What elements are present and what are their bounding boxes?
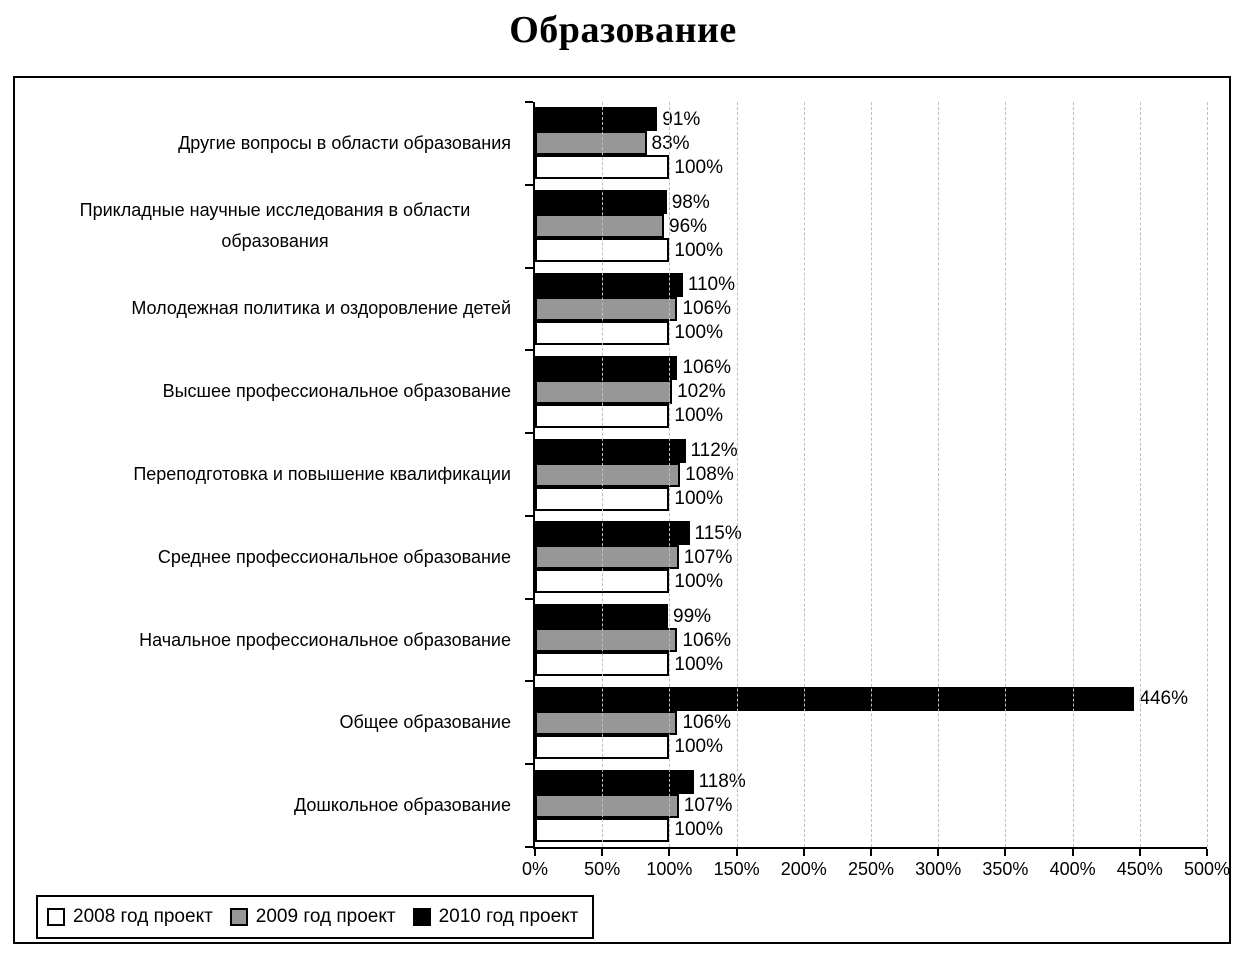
gridline [1207, 102, 1208, 847]
bar-2010-год-проект [535, 521, 690, 545]
bar-value-label: 106% [682, 298, 732, 320]
legend-item [413, 906, 579, 928]
bar-value-label: 106% [682, 357, 732, 379]
x-axis-tick-label: 50% [584, 859, 621, 879]
category-row [21, 681, 521, 764]
legend-marker [413, 908, 431, 926]
gridline [1005, 102, 1006, 847]
bar-value-label: 102% [677, 381, 726, 403]
bar-value-label: 83% [651, 132, 690, 154]
bar-value-label: 98% [671, 191, 710, 213]
category-label: Среднее профессиональное образование [157, 546, 511, 567]
bar-2010-год-проект [535, 107, 657, 131]
category-row [21, 185, 521, 268]
bar-value-label: 96% [669, 215, 708, 237]
x-axis-tick [1139, 849, 1141, 856]
x-axis-tick-label: 150% [713, 859, 760, 879]
bar-2009-год-проект [535, 131, 647, 155]
y-axis-tick [525, 267, 533, 269]
category-row [21, 268, 521, 351]
category-label: Начальное профессиональное образование [139, 629, 511, 650]
category-row [21, 433, 521, 516]
bar-value-label: 106% [682, 629, 732, 651]
bar-value-label: 107% [683, 546, 733, 568]
gridline [1140, 102, 1141, 847]
category-label: Дошкольное образование [294, 795, 511, 816]
bar-value-label: 100% [674, 736, 723, 758]
x-axis-tick [803, 849, 805, 856]
plot-area [521, 102, 1231, 879]
gridline [737, 102, 738, 847]
gridline [1073, 102, 1074, 847]
category-row [21, 350, 521, 433]
bar-value-label: 446% [1139, 688, 1189, 710]
bar-2009-год-проект [535, 628, 677, 652]
bar-value-label: 100% [674, 653, 723, 675]
category-row [21, 599, 521, 682]
category-label: Общее образование [339, 712, 511, 733]
category-label: Высшее профессиональное образование [162, 381, 511, 402]
bar-2010-год-проект [535, 356, 677, 380]
bar-value-label: 100% [674, 819, 723, 841]
bar-2009-год-проект [535, 380, 672, 404]
bar-2010-год-проект [535, 439, 686, 463]
x-axis-tick [1206, 849, 1208, 856]
legend [36, 895, 594, 939]
bar-value-label: 100% [674, 405, 723, 427]
x-axis-tick [534, 849, 536, 856]
y-axis-tick [525, 763, 533, 765]
gridline [602, 102, 603, 847]
y-axis-tick [525, 680, 533, 682]
x-axis-tick-label: 100% [646, 859, 693, 879]
bar-value-label: 100% [674, 239, 723, 261]
bar-value-label: 110% [687, 274, 736, 296]
x-axis-tick [937, 849, 939, 856]
bar-value-label: 100% [674, 156, 723, 178]
y-axis-tick [525, 598, 533, 600]
bar-2010-год-проект [535, 687, 1134, 711]
gridline [938, 102, 939, 847]
y-axis-tick [525, 846, 533, 848]
bar-2009-год-проект [535, 545, 679, 569]
legend-marker [47, 908, 65, 926]
bar-value-label: 100% [674, 322, 723, 344]
category-row [21, 516, 521, 599]
category-label: Переподготовка и повышение квалификации [133, 464, 511, 485]
y-axis-tick [525, 349, 533, 351]
x-axis-tick [736, 849, 738, 856]
category-label: Молодежная политика и оздоровление детей [131, 298, 511, 319]
legend-label: 2009 год проект [255, 906, 396, 927]
category-row [21, 764, 521, 847]
y-axis-tick [525, 432, 533, 434]
bar-value-label: 100% [674, 488, 723, 510]
bar-value-label: 100% [674, 570, 723, 592]
legend-label: 2010 год проект [438, 906, 579, 927]
x-axis-tick-label: 400% [1049, 859, 1096, 879]
bar-2009-год-проект [535, 297, 677, 321]
x-axis-tick-label: 250% [847, 859, 895, 879]
bar-value-label: 112% [690, 440, 738, 462]
gridline [804, 102, 805, 847]
bar-value-label: 115% [694, 522, 742, 544]
x-axis-tick [1072, 849, 1074, 856]
x-axis-tick [1004, 849, 1006, 856]
bar-2010-год-проект [535, 190, 667, 214]
legend-item [47, 906, 213, 928]
gridline [669, 102, 670, 847]
category-axis-labels [21, 102, 521, 847]
x-axis-tick [601, 849, 603, 856]
y-axis-tick [525, 101, 533, 103]
legend-marker [230, 908, 248, 926]
x-axis-tick-label: 450% [1116, 859, 1163, 879]
bar-value-label: 99% [673, 605, 712, 627]
category-label: Другие вопросы в области образования [178, 132, 511, 153]
bar-2009-год-проект [535, 463, 680, 487]
bar-value-label: 107% [683, 795, 733, 817]
bar-value-label: 91% [662, 108, 701, 130]
x-axis-tick [870, 849, 872, 856]
bar-2009-год-проект [535, 711, 677, 735]
x-axis-tick-label: 500% [1183, 859, 1231, 879]
category-row [21, 102, 521, 185]
x-axis-tick-label: 300% [915, 859, 962, 879]
y-axis-tick [525, 515, 533, 517]
bar-value-label: 108% [685, 464, 734, 486]
x-axis-tick-label: 0% [521, 859, 548, 879]
bar-2009-год-проект [535, 214, 664, 238]
x-axis-tick-label: 350% [982, 859, 1029, 879]
legend-item [230, 906, 396, 928]
bar-value-label: 106% [682, 712, 732, 734]
y-axis-tick [525, 184, 533, 186]
bar-value-label: 118% [698, 771, 746, 793]
category-label: Прикладные научные исследования в области образования [79, 200, 471, 252]
x-axis-tick [668, 849, 670, 856]
gridline [871, 102, 872, 847]
legend-label: 2008 год проект [73, 906, 213, 927]
chart-frame [13, 76, 1231, 944]
x-axis-tick-label: 200% [780, 859, 827, 879]
chart-title: Образование [509, 9, 737, 51]
bar-2010-год-проект [535, 273, 683, 297]
bar-2009-год-проект [535, 794, 679, 818]
